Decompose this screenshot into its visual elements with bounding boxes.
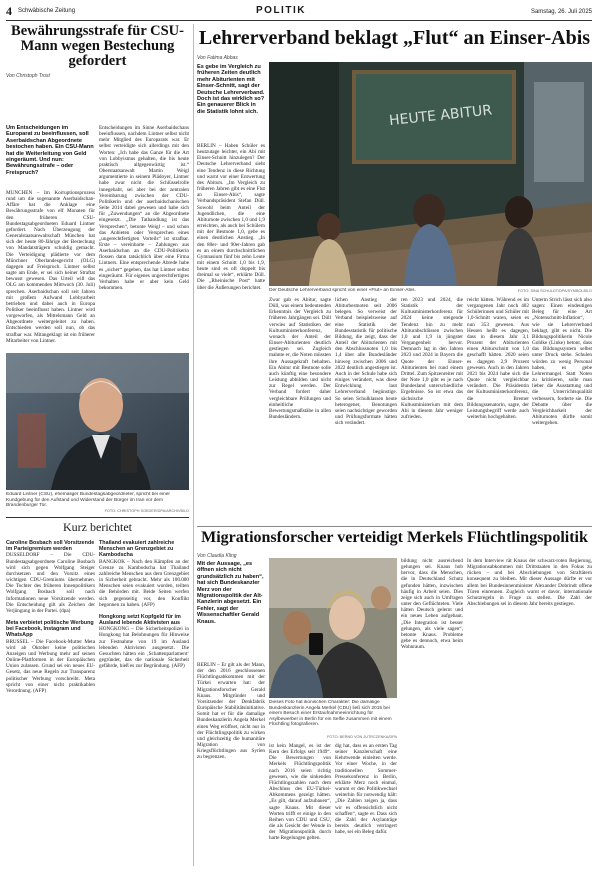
lehrer-col2: Zwar gab es Abitur, sagte Düll, was einem bedeutenden Erkenntnis der Vergleich zu früheren Jahrgängen sei. Düll verwies auf Statistiken der Kultusministerkonferenz, wonach der Anteil der Einser-Abiturienten deutlich gestiegen sei. Zugleich mahnte er, die Noten müssten ihre Aussagekraft behalten. Ein Abitur mit Bestnote solle auch künftig eine besondere Leistung abbilden und nicht zur Regel werden. Der Verband fordert daher vergleichbare Prüfungen und einheitliche Bewertungsmaßstäbe in allen Bundesländern. [269,297,331,420]
merkel-selfie-photo [269,558,397,698]
kurz-item-text: DÜSSELDORF – Die CDU-Bundestagsabgeordnete Caroline Bosbach wird sich gegen Wolfgang Steiger durchsetzen und den Vorsitz eines wichtigen CDU-Gremiums übernehmen. Die Tochter des früheren Innenpolitikers Wolfgang Bosbach soll nach Informationen neue Vorsitzende werden. Die Entscheidung gilt als Zeichen der Verjüngung in der Partei. (dpa) [6,552,95,614]
kurz-item-text: BANGKOK – Nach den Kämpfen an der Grenze zu Kambodscha hat Thailand zahlreiche Menschen aus dem Grenzgebiet in Sicherheit gebracht. Mehr als 100.000 Menschen seien evakuiert worden, teilten die Behörden mit. Beide Seiten werfen sich gegenseitig vor, den Konflikt begonnen zu haben. (AFP) [99,558,189,608]
issue-date: Samstag, 26. Juli 2025 [530,9,592,15]
migration-lead: Mit der Aussage, „es öffnen sich nicht grundsätzlich zu haben“, hat sich Bundeskanzler Merz von der Migrationspolitik der Alt-Kanzlerin abgesetzt. Ein Fehler, sagt der Wissenschaftler Gerald Knaus. [197,561,264,625]
migration-col3: dig hat, dass es an ersten Tag seiner Kanzlerschaft eine Kehrtwende einleiten werde. Vor einer Woche, in der traditionellen Sommer-Pressekonferenz in Berlin, erklärte Merz noch einmal, warum er den Politikwechsel weiterhin für notwendig hält: „Die Zahlen zeigen ja, dass wir es offensichtlich nicht schaffen“, sagte er. Dass sich die Zahl der Asylanträge bereits deutlich verringert habe, sei ein Beleg dafür. [335,743,397,836]
kurz-item-head: Hongkong setzt Kopfgeld für im Ausland lebende Aktivisten aus [99,613,181,627]
kurz-col1 [6,540,95,866]
csu-byline: Von Christoph Trost [6,73,50,79]
merkel-photo-caption: Dieses Foto hat ikonischen Charakter: Die damalige Bundeskanzlerin Angela Merkel (CDU) ließ sich 2015 bei einem Besuch einer Erstaufnahmeeinrichtung für Asylbewerber in Berlin für ein Selfie zusammen mit einem Flüchtling fotografieren. [269,700,392,728]
kurz-col2 [99,540,189,866]
lehrer-col6: Unterm Strich lässt sich also sagen: Einen eindeutigen Beleg für eine Art „Notenschnitt-Inflation“, wie sie Lehrerverband beklagt, gibt es nicht. Die Bildungspolitikerin Nicole Gohlke (Linke) betont, dass das Bildungssystem selbst unter Druck stehe. Schulen würden zu wenig Personal haben, es gebe Lehrermangel. Statt Noten zu kritisieren, solle man lieber die Ausstattung und die Unterrichtsqualität verbessern, forderte sie. Die Debatte über die Vergleichbarkeit der Abiturnoten dürfte somit weitergehen. [532,297,592,427]
merkel-photo-credit: FOTO: BERND VON JUTRCZENKA/DPA [327,735,397,739]
csu-body-col2: Entscheidungen im Sinne Aserbaidschans beeinflussen, nachdem Lintner selbst nicht mehr Mitglied des Europarats war. Er selbst verteidigte sich allerdings mit den Worten: „Ich habe das Ganze für die Art von Lobbyismus gehalten, die bis heute praktisch allgegenwärtig ist.“ Oberstaatsanwalt Martin Weigl argumentierte in seinem Plädoyer, Lintner habe zwar nicht die Schlüsselrolle innegehabt, sei aber bei der zentralen Vereinbarung zwischen der CDU-Politikerin und der aserbaidschanischen Seite 2014 dabei gewesen und habe sich für „Zuwendungen“ an die Abgeordnete eingesetzt. „Die Tathandlung ist das Versprechen“, betonte Weigl – und schon das Anbieten oder Versprechen eines „ungerechtfertigten Vorteils“ ist strafbar. Erste – vereinbarte – Zahlungen aus Aserbaidschan an die CDU-Politikerin flossen dann tatsächlich über eine Firma Lintners. Eine entsprechende Abrede habe es „sicher“ gegeben, das hat Lintner selbst eingeräumt. Für eigenes ungerechtfertigtes Verhalten habe er aber kein Geld bekommen. [99,125,189,292]
lehrer-byline: Von Fatima Abbas [197,55,238,61]
abitur-photo-credit: FOTO: SINA SCHULDT/DPA/SYMBOLBILD [517,289,592,293]
page-number: 4 [6,4,12,18]
chalkboard-text: HEUTE ABITUR [388,102,493,130]
page-header [6,4,592,20]
kurz-item-head: Meta verbietet politische Werbung bei Facebook, Instagram und WhatsApp [6,619,94,639]
migration-byline: Von Claudia Kling [197,553,237,559]
migration-headline: Migrationsforscher verteidigt Merkels Flüchtlingspolitik [201,529,588,546]
migration-col5: In dem Interview rät Knaus der schwarz-roten Regierung, Migrationsabkommen mit Drittstaaten in den Fokus zu rücken – und bei Abschiebungen von Straftätern konsequent zu bleiben. Mit dieser Aussage dürfte er vor allem bei Bundesinnenminister Alexander Dobrindt offene Türen einrennen. Zugleich warnt er davor, internationale Schutzregeln in Frage zu stellen. Die Zahl der Abschiebungen sei in diesem Jahr bereits gestiegen. [467,558,592,608]
lehrer-col5: reicht hätten. Während es im vergangenen Jahr noch 402 Schülerinnen und Schüler mit 1,0-Schnitt waren, seien es nun 353 gewesen. Aus Hessen heißt es dagegen, dass in diesem Jahr 3,1 Prozent der Abiturienten einen Abiturschnitt von 1,0 geschafft hätten. 2020 seien es dagegen 2,9 Prozent gewesen. Auch in den Jahren 2021 bis 2024 habe sich die Quote nicht vergleichbar verändert. Die Präsidentin der Kultusministerkonferenz, die Bremer Bildungssenatorin, sagte, der Leistungsbegriff werde auch weiterhin hochgehalten. [467,297,529,420]
column-divider [193,24,194,866]
lintner-photo [6,353,189,490]
lehrer-headline: Lehrerverband beklagt „Flut“ an Einser-Abis [198,27,591,49]
lintner-photo-caption: Eduard Lintner (CSU), ehemaliger Bundestagsabgeordneter, spricht bei einer Kundgebung für den Aufstand und Widerstand der Bürger im Iran vor dem Brandenburger Tor. [6,492,170,509]
csu-lead: Um Entscheidungen im Europarat zu beeinflussen, soll Aserbaidschan Abgeordnete bestochen haben. Ein CSU-Mann hat die Weiterleitung von Geld eingeräumt. Und nun: Bewährungsstrafe – oder Freispruch? [6,125,94,176]
lehrer-col3: lichen Anstieg der Abiturbestnoten seit 2006 belegen. So verweist der Verband beispielsweise auf eine Statistik der Bundesstatistik für politische Bildung, die zeigt, dass der Anteil der Abiturienten mit den Abschlussnoten 1,0 bis 1,4 über alle Bundesländer hinweg zwischen 2006 und 2022 deutlich angestiegen ist. Auch in der Schule habe sich einiges verändert, was diese Entwicklung laut Lehrerverband begünstige. So seien Schulklassen heute heterogener, Benotungen seien nachsichtiger geworden und Prüfungsformate hätten sich verändert. [335,297,397,427]
section-title: POLITIK [256,5,306,16]
header-rule [6,20,592,21]
lehrer-lead: Es gebe im Vergleich zu früheren Zeiten deutlich mehr Abiturienten mit Einser-Schnitt, sagt der Deutsche Lehrerverband. Doch ist das wirklich so? Ein genauerer Blick in die Statistik lohnt sich. [197,64,265,115]
csu-headline: Bewährungsstrafe für CSU-Mann wegen Bestechung gefordert [11,23,184,69]
migration-col4: bildung nicht ausreichend gelungen sei. Knaus hob hervor, dass die Menschen, die in Deutschland Schutz gefunden hätten, inzwischen häufig in Arbeit seien. Dies zeige sich auch in Umfragen unter den Geflüchteten. Viele hätten Deutsch gelernt und ein neues Leben aufgebaut. „Die Integration ist besser gelungen, als viele sagen“, betonte Knaus. Probleme gebe es dennoch, etwa beim Wohnraum. [401,558,463,651]
kurz-rule [6,517,189,518]
lehrer-col4: ren 2023 und 2024, die Statistik der Kultusministerkonferenz für 2024 keine steigende Tendenz hin zu mehr Abiturabschlüssen zwischen 1,0 und 1,9 in jüngster Vergangenheit hervor. Demnach lag in den Jahren 2023 und 2024 in Bayern die Quote der Einser-Abiturienten bei rund einem Drittel. Zum Spitzenreiter mit der Note 1,0 gibt es je nach Bundesland unterschiedliche Ergebnisse. So ist etwa das sächsische Kultusministerium mit dem Abi in diesem Jahr weniger zufrieden. [401,297,463,420]
migration-col1: BERLIN – Er gilt als der Mann, der den 2016 geschlossenen Flüchtlingsabkommen mit der Türkei erwarten hat: der Migrationsforscher Gerald Knaus. Mitgründer und Vorsitzender der Denkfabrik Europäische Stabilitätsinitiative. Somit hat er für die damalige Bundeskanzlerin Angela Merkel einen Weg eröffnet, nicht nur in der Flüchtlingspolitik zu wirken und gleichzeitig die humanitäre Migration von Kriegsflüchtlingen aus Syrien zu begrenzen. [197,662,265,761]
kurz-item-text: BRÜSSEL – Die Facebook-Mutter Meta wird ab Oktober keine politischen Anzeigen und Werbung mehr auf seinen Online-Plattformen in der Europäischen Union zulassen. Grund sei ein neues EU-Gesetz, das neue Regeln zur Transparenz politischer Werbung vorschreibt. Meta spricht von einer nicht praktikablen Verordnung. (AFP) [6,638,95,694]
abitur-photo-caption: Der Deutsche Lehrerverband spricht von einer «Flut» an Einser-Abis. [269,288,416,293]
kurz-berichtet-title: Kurz berichtet [63,520,132,534]
section-rule [197,526,592,527]
migration-col2: ist kein Mangel, es ist der Kern des Erfolgs seit 1949“. Die Bewertungen von Merkels Flüchtlingspolitik nach 2016 seien richtig gewesen, wie die sinkenden Flüchtlingszahlen nach dem Abschluss des EU-Türkei-Abkommens gezeigt hätten. „Es gilt, darauf aufzubauen“, sagte Knaus. Mit dieser Worten trifft er einige in den Reihen von CDU und CSU, die als Gesicht der Wende in der Migrationspolitik durch harte Regelungen gelten. [269,743,331,842]
csu-article [6,24,189,79]
lintner-photo-credit: FOTO: CHRISTOPH SOEDER/DPA/ARCHIVBILD [104,509,189,513]
abitur-photo [269,62,592,286]
lehrer-col1: BERLIN – Haben Schüler es heutzutage leichter, ein Abi mit Einser-Schnitt hinzulegen? Der Deutsche Lehrerverband sieht eine Tendenz in diese Richtung und warnt vor einer Entwertung des Abiturs. „Im Vergleich zu früheren Jahren gibt es eine Flut an Einser-Abis“, sagte Verbandspräsident Stefan Düll. Sowohl beim Anteil der Jugendlichen, die eine Abiturnote zwischen 1,0 und 1,9 erreichten, als auch bei Schülern mit der Bestnote 1,0, gebe es einen deutlichen Anstieg. „In den 80er- und 90er-Jahren gab es an einem durchschnittlichen Gymnasium fünf bis zehn Leute mit einem Schnitt 1,0 bis 1,9, heute sind es oft doppelt bis dreimal so viele“, erklärte Düll. Die „Rheinische Post“ hatte über die Äußerungen berichtet. [197,143,265,291]
kurz-item-head: Caroline Bosbach soll Vorsitzende im Parteigremium werden [6,540,95,553]
csu-body-col1: MÜNCHEN – Im Korruptionsprozess rund um die sogenannte Aserbaidschan-Affäre hat die Anklage eine Bewährungsstrafe von elf Monaten für den früheren CSU-Bundestagsabgeordneten Eduard Lintner gefordert. Nach Überzeugung der Generalstaatsanwaltschaft München hat sich der heute 80-Jährige der Bestechung von Mandatsträgern schuldig gemacht. Die Verteidigung plädierte vor dem Münchner Oberlandesgericht (OLG) dagegen auf Freispruch. Lintner selbst sagte am Ende, er sei sich keiner Straftat bewusst gewesen. Das Urteil will das OLG am kommenden Mittwoch (30. Juli) sprechen. Aserbaidschan soll seit Jahren mit großem Aufwand Lobbyarbeit betrieben und dabei auch in Europa Politiker beeinflusst haben. Lintner wird vorgeworfen, als Mittelsmann Geld an Abgeordnete weitergeleitet zu haben. Entschieden werden soll nun, ob das strafbar war. Mitangeklagt ist ein früherer Mitarbeiter von Lintner. [6,190,95,344]
newspaper-name: Schwäbische Zeitung [18,8,76,14]
kurz-item-text: HONGKONG – Die Sicherheitspolizei in Hongkong hat Belohnungen für Hinweise zur Festnahme von 19 im Ausland lebenden Aktivisten ausgesetzt. Die Gesuchten hätten ein ‚Schattenparlament‘ gegründet, das die nationale Sicherheit gefährde, hieß es zur Begründung. (AFP) [99,626,189,670]
kurz-item-head: Thailand evakuiert zahlreiche Menschen an Grenzgebiet zu Kambodscha [99,540,175,559]
